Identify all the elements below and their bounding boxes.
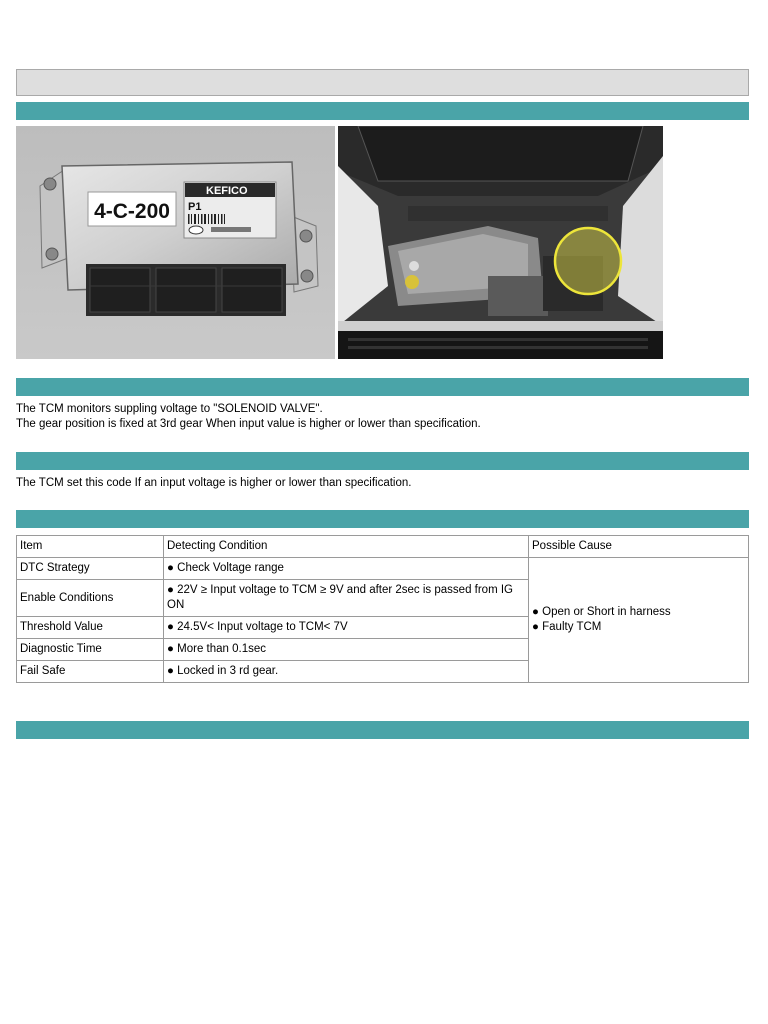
page-title-box [16,69,749,96]
section-bar-general-description [16,378,749,396]
cause-item: ● Faulty TCM [532,621,602,633]
description-line-1: The TCM monitors suppling voltage to "SOLENOID VALVE". [16,403,323,415]
header-detecting-condition: Detecting Condition [164,536,529,558]
detecting-condition-table [16,535,749,683]
row-item: Enable Conditions [17,580,164,617]
header-possible-cause: Possible Cause [529,536,749,558]
section-bar-components [16,102,749,120]
row-item: DTC Strategy [17,558,164,580]
row-condition: ● 24.5V< Input voltage to TCM< 7V [164,617,529,639]
row-condition: ● 22V ≥ Input voltage to TCM ≥ 9V and after 2sec is passed from IG ON [164,580,529,617]
dtc-description-line: The TCM set this code If an input voltage is higher or lower than specification. [16,477,412,489]
cause-item: ● Open or Short in harness [532,606,671,618]
tcm-brand-text: KEFICO [206,185,248,197]
tcm-module-photo [16,126,335,359]
row-item: Fail Safe [17,661,164,683]
section-bar-dtc-detecting-condition [16,510,749,528]
table-header-row [17,536,749,558]
description-line-2: The gear position is fixed at 3rd gear When input value is higher or lower than specification. [16,418,481,430]
tcm-label-text: 4-C-200 [94,200,170,223]
table-row [17,558,749,580]
row-condition: ● More than 0.1sec [164,639,529,661]
header-item: Item [17,536,164,558]
row-item: Diagnostic Time [17,639,164,661]
tcm-code-text: P1 [188,201,202,213]
row-item: Threshold Value [17,617,164,639]
engine-bay-photo [338,126,663,359]
section-bar-specification [16,721,749,739]
possible-cause-cell [529,558,749,683]
row-condition: ● Locked in 3 rd gear. [164,661,529,683]
section-bar-dtc-description [16,452,749,470]
row-condition: ● Check Voltage range [164,558,529,580]
